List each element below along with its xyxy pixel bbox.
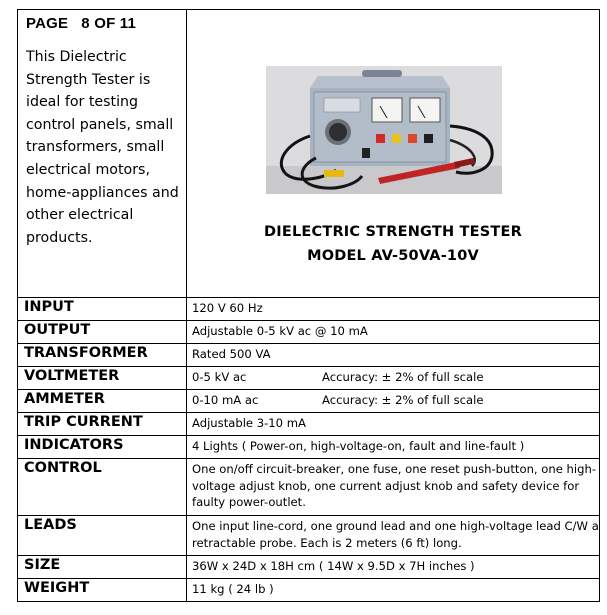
spec-value: 4 Lights ( Power-on, high-voltage-on, fault and line-fault ) — [187, 436, 600, 459]
spec-value-wrap — [192, 369, 599, 386]
spec-row-input — [18, 298, 600, 321]
intro-cell — [18, 10, 187, 298]
tester-illustration — [266, 66, 502, 194]
spec-row-voltmeter — [18, 367, 600, 390]
page-label: PAGE 8 OF 11 — [26, 15, 137, 32]
spec-label: OUTPUT — [18, 321, 187, 344]
product-photo — [266, 66, 502, 194]
product-title: DIELECTRIC STRENGTH TESTER — [264, 224, 522, 240]
spec-value: 11 kg ( 24 lb ) — [187, 579, 600, 602]
spec-value: 120 V 60 Hz — [187, 298, 600, 321]
spec-label: CONTROL — [18, 459, 187, 516]
spec-label: INPUT — [18, 298, 187, 321]
spec-value: 0-10 mA ac — [192, 393, 259, 407]
product-model: MODEL AV-50VA-10V — [307, 248, 479, 264]
spec-label: VOLTMETER — [18, 367, 187, 390]
intro-text: This Dielectric Strength Tester is ideal for testing control panels, small transformers, small electrical motors, home-appliances and other electrical products. — [26, 49, 179, 246]
spec-row-weight — [18, 579, 600, 602]
spec-row-transformer — [18, 344, 600, 367]
spec-table — [17, 9, 600, 602]
spec-label: AMMETER — [18, 390, 187, 413]
spec-row-leads — [18, 516, 600, 556]
spec-value: One input line-cord, one ground lead and one high-voltage lead C/W a retractable probe. Each is 2 meters (6 ft) long. — [187, 516, 600, 556]
spec-row-indicators — [18, 436, 600, 459]
spec-label: TRANSFORMER — [18, 344, 187, 367]
spec-value-cell — [187, 367, 600, 390]
spec-accuracy: Accuracy: ± 2% of full scale — [322, 393, 484, 407]
spec-row-output — [18, 321, 600, 344]
spec-label: SIZE — [18, 556, 187, 579]
spec-value: 0-5 kV ac — [192, 370, 247, 384]
spec-value: 36W x 24D x 18H cm ( 14W x 9.5D x 7H inches ) — [187, 556, 600, 579]
spec-row-control — [18, 459, 600, 516]
spec-value: Adjustable 0-5 kV ac @ 10 mA — [187, 321, 600, 344]
spec-value-wrap — [192, 392, 599, 409]
spec-row-trip-current — [18, 413, 600, 436]
spec-row-size — [18, 556, 600, 579]
spec-value: Adjustable 3-10 mA — [187, 413, 600, 436]
spec-value: One on/off circuit-breaker, one fuse, one reset push-button, one high-voltage adjust knob, one current adjust knob and safety device for faulty power-outlet. — [187, 459, 600, 516]
spec-label: INDICATORS — [18, 436, 187, 459]
spec-label: LEADS — [18, 516, 187, 556]
spec-label: TRIP CURRENT — [18, 413, 187, 436]
spec-accuracy: Accuracy: ± 2% of full scale — [322, 370, 484, 384]
header-row — [18, 10, 600, 298]
product-cell — [187, 10, 600, 298]
spec-value-cell — [187, 390, 600, 413]
spec-row-ammeter — [18, 390, 600, 413]
spec-value: Rated 500 VA — [187, 344, 600, 367]
spec-label: WEIGHT — [18, 579, 187, 602]
